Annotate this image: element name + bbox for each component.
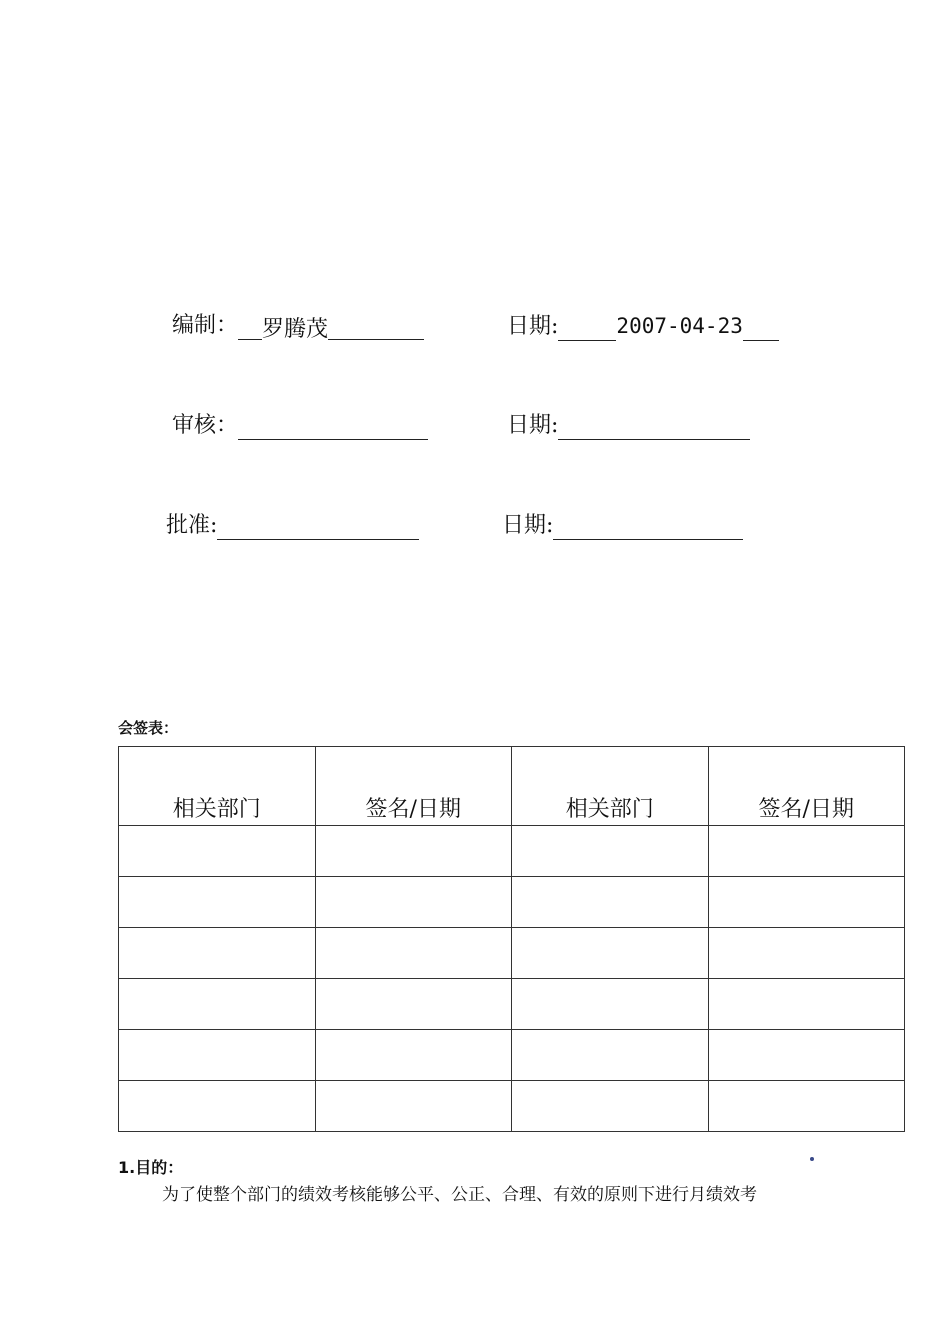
cosign-header-row	[119, 747, 905, 826]
compiled-date-underline-pre	[558, 316, 616, 341]
cosign-title: 会签表：	[118, 719, 179, 737]
table-cell	[119, 1030, 316, 1081]
table-row	[119, 928, 905, 979]
approved-row	[166, 512, 419, 540]
table-cell	[315, 877, 512, 928]
table-cell	[119, 928, 316, 979]
compiled-row	[172, 312, 424, 340]
table-row	[119, 1081, 905, 1132]
table-cell	[512, 1081, 709, 1132]
table-cell	[315, 1030, 512, 1081]
table-cell	[708, 1030, 905, 1081]
section-1-text: 为了使整个部门的绩效考核能够公平、公正、合理、有效的原则下进行月绩效考	[162, 1185, 757, 1205]
compiled-date-underline-post	[743, 316, 779, 341]
approved-date-underline	[553, 515, 743, 540]
table-cell	[119, 877, 316, 928]
header-signature-date-1: 签名/日期	[315, 747, 512, 826]
header-department-1: 相关部门	[119, 747, 316, 826]
compiled-date-row	[507, 312, 779, 341]
table-cell	[315, 826, 512, 877]
table-cell	[119, 1081, 316, 1132]
table-cell	[512, 877, 709, 928]
compiled-date-value: 2007-04-23	[616, 314, 743, 338]
reviewed-row	[172, 412, 428, 440]
compiled-underline-pre	[238, 315, 262, 340]
table-cell	[512, 826, 709, 877]
table-cell	[315, 1081, 512, 1132]
compiled-underline-post	[328, 315, 424, 340]
compiled-value: 罗腾茂	[262, 317, 329, 342]
header-department-2: 相关部门	[512, 747, 709, 826]
approved-label: 批准:	[166, 513, 218, 538]
compiled-date-label: 日期:	[507, 314, 559, 339]
approved-date-label: 日期:	[502, 513, 554, 538]
reviewed-date-underline	[558, 415, 750, 440]
reviewed-underline	[238, 415, 428, 440]
cosign-table	[118, 746, 905, 1132]
reviewed-label: 审核：	[172, 413, 239, 438]
table-cell	[512, 1030, 709, 1081]
table-cell	[315, 928, 512, 979]
reviewed-date-row	[507, 412, 750, 440]
bullet-dot-icon	[810, 1157, 814, 1161]
table-cell	[119, 979, 316, 1030]
table-row	[119, 1030, 905, 1081]
table-row	[119, 877, 905, 928]
header-signature-date-2: 签名/日期	[708, 747, 905, 826]
table-cell	[708, 826, 905, 877]
table-cell	[708, 1081, 905, 1132]
table-cell	[119, 826, 316, 877]
table-row	[119, 826, 905, 877]
table-cell	[708, 928, 905, 979]
approved-underline	[217, 515, 419, 540]
approved-date-row	[502, 512, 743, 540]
table-row	[119, 979, 905, 1030]
table-cell	[708, 877, 905, 928]
reviewed-date-label: 日期:	[507, 413, 559, 438]
table-cell	[708, 979, 905, 1030]
table-cell	[512, 928, 709, 979]
compiled-label: 编制：	[172, 313, 239, 338]
table-cell	[512, 979, 709, 1030]
table-cell	[315, 979, 512, 1030]
section-1-title: 1.目的：	[118, 1158, 184, 1177]
